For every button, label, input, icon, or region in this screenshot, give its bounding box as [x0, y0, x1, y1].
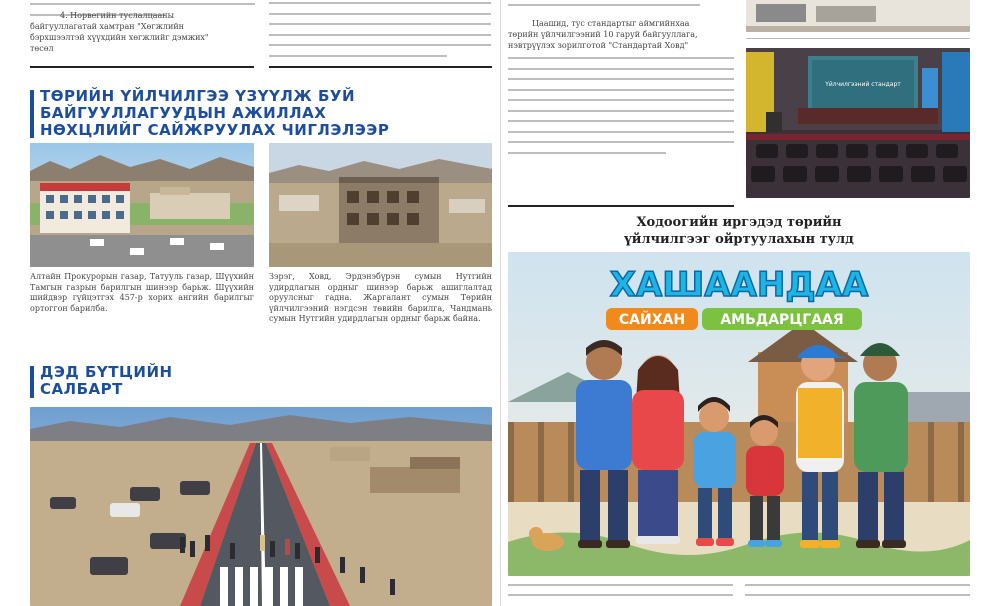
headline-infrastructure [40, 364, 340, 398]
right-snippet-line: төрийн үйлчилгээний 10 гаруй байгууллага, [508, 30, 698, 39]
headline-line: НӨХЦЛИЙГ САЙЖРУУЛАХ ЧИГЛЭЛЭЭР [40, 121, 390, 139]
top-snippet-block-right [269, 2, 491, 65]
office-photo [746, 0, 970, 32]
section-divider [30, 66, 254, 68]
top-snippet-line: байгууллагатай хамтран "Хөгжлийн [30, 22, 185, 31]
right-column [508, 0, 970, 606]
section-divider [269, 66, 492, 68]
feature-title [508, 214, 970, 248]
feature-title-line: Ходоогийн иргэдэд төрийн [636, 215, 842, 230]
poster-subtitle-b: АМЬДАРЦГААЯ [720, 312, 844, 328]
feature-title-line: үйлчилгээг ойртуулахын тулд [624, 232, 854, 247]
headline-line: БАЙГУУЛЛАГУУДЫН АЖИЛЛАХ [40, 104, 327, 122]
column-separator [500, 0, 501, 606]
headline-line: ДЭД БҮТЦИЙН [40, 363, 173, 381]
headline-line: САЛБАРТ [40, 380, 123, 398]
right-snippet-line: Цаашид, тус стандартыг аймгийнхаа [532, 19, 690, 28]
conference-photo [746, 48, 970, 198]
headline-public-services [40, 88, 490, 139]
headline-bar [30, 90, 34, 138]
top-snippet-block [30, 0, 255, 53]
cartoon-family-poster [508, 252, 970, 576]
left-column [30, 0, 492, 606]
construction-building-photo [269, 143, 492, 267]
right-snippet-line: нэвтрүүлэх зорилготой "Стандартай Ховд" [508, 41, 689, 50]
top-snippet-line: 4. Норвегийн туслалцааны [60, 11, 174, 20]
top-snippet-line: бэрхшээлтэй хүүхдийн хөгжлийг дэмжих" [30, 33, 209, 42]
poster-subtitle-a: САЙХАН [618, 312, 686, 328]
section-divider [746, 38, 970, 39]
caption-dormitory: Алтайн Прокурорын газар, Татууль газар, Шүүхийн Тамгын газрын барилгын шинээр барьж. Шүүхийн шийдвэр гүйцэтгэх 457-р хорих ангийн барилгыг ортоггон барилба. [30, 272, 254, 313]
section-divider [508, 205, 734, 207]
poster-title: ХАШААНДАА [609, 265, 869, 305]
dormitory-building-photo [30, 143, 254, 267]
caption-construction: Зэрэг, Ховд, Эрдэнэбүрэн сумын Нутгийн удирдлагын ордныг шинээр барьж ашиглалтад оруулсныг гадна. Жаргалант сумын Төрийн үйлчилгээний нэгдсэн төвийн барилга, Чандмань сумын Нутгийн удирдлагын ордныг барьж байна. [269, 272, 492, 323]
headline-line: ТӨРИЙН ҮЙЛЧИЛГЭЭ ҮЗҮҮЛЖ БУЙ [40, 87, 356, 105]
headline-bar [30, 366, 34, 398]
conference-screen-text: Үйлчилгээний стандарт [825, 81, 901, 88]
right-text-block [508, 0, 734, 50]
poster-caption [508, 584, 970, 596]
road-ceremony-photo [30, 407, 492, 606]
top-snippet-line: төсөл [30, 44, 54, 53]
